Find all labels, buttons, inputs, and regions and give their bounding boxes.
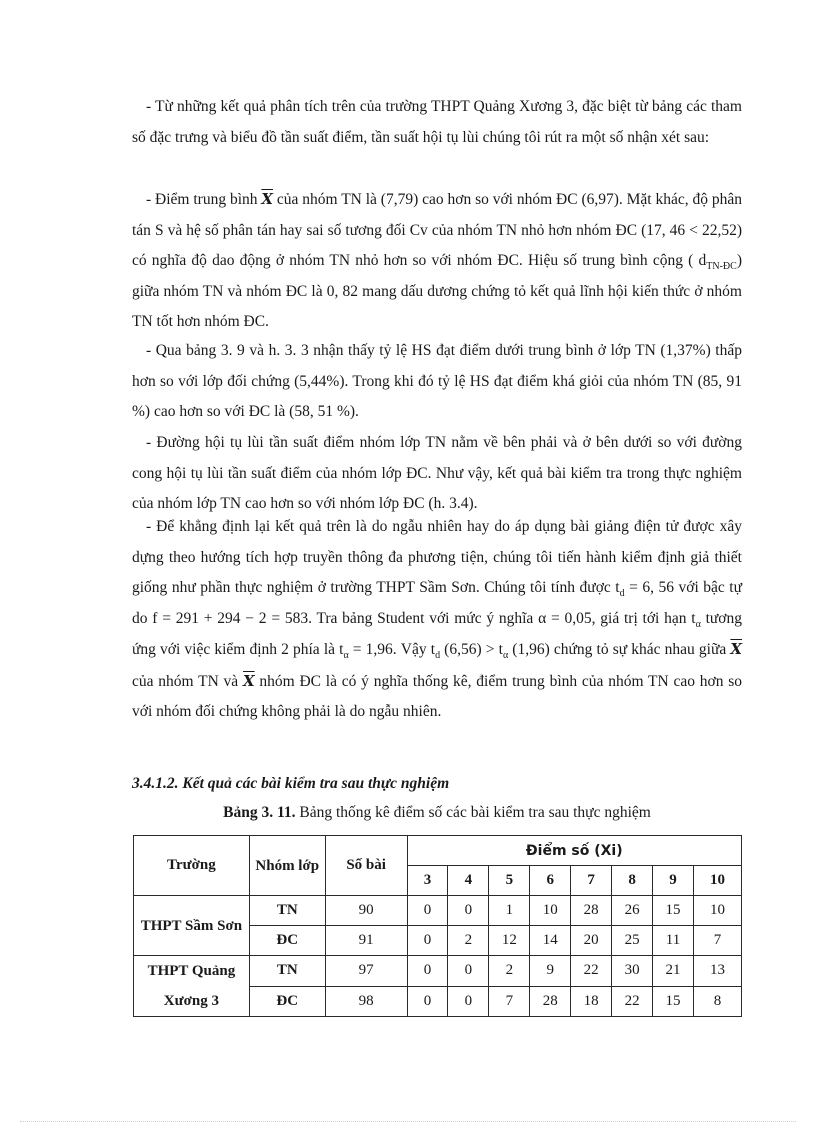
school-name: THPT Quảng Xương 3	[134, 956, 250, 1017]
score-col-header: 4	[448, 866, 489, 896]
score-cell: 21	[653, 956, 694, 987]
score-cell: 28	[571, 896, 612, 926]
score-cell: 2	[448, 926, 489, 956]
score-cell: 0	[407, 896, 448, 926]
table-row	[134, 896, 742, 926]
score-cell: 2	[489, 956, 530, 987]
page-bottom-divider	[20, 1121, 796, 1122]
score-cell: 18	[571, 986, 612, 1017]
school-name: THPT Sầm Sơn	[134, 896, 250, 956]
score-cell: 30	[612, 956, 653, 987]
score-cell: 9	[530, 956, 571, 987]
score-cell: 0	[448, 896, 489, 926]
count-cell: 98	[325, 986, 407, 1017]
score-cell: 0	[407, 956, 448, 987]
score-cell: 0	[448, 986, 489, 1017]
score-col-header: 6	[530, 866, 571, 896]
score-cell: 8	[693, 986, 741, 1017]
score-cell: 26	[612, 896, 653, 926]
paragraph-convergence: - Đường hội tụ lùi tần suất điểm nhóm lớp TN nằm về bên phải và ở bên dưới so với đường cong hội tụ lùi tần suất điểm của nhóm lớp ĐC. Như vậy, kết quả bài kiểm tra trong thực nghiệm của nhóm lớp TN cao hơn so với nhóm lớp ĐC (h. 3.4).	[132, 434, 742, 512]
x-bar-symbol: $\overline{X}$	[261, 190, 274, 208]
score-col-header: 7	[571, 866, 612, 896]
score-cell: 20	[571, 926, 612, 956]
score-cell: 22	[612, 986, 653, 1017]
score-cell: 28	[530, 986, 571, 1017]
score-cell: 14	[530, 926, 571, 956]
header-group: Nhóm lớp	[249, 836, 325, 896]
score-col-header: 9	[653, 866, 694, 896]
group-cell: TN	[249, 956, 325, 987]
score-cell: 13	[693, 956, 741, 987]
header-scores: Điểm số (Xi)	[407, 836, 741, 866]
score-cell: 0	[407, 926, 448, 956]
header-count: Số bài	[325, 836, 407, 896]
score-cell: 11	[653, 926, 694, 956]
score-cell: 7	[693, 926, 741, 956]
paragraph-hypothesis-test: - Để khẳng định lại kết quả trên là do ngẫu nhiên hay do áp dụng bài giảng điện tử được xây dựng theo hướng tích hợp truyền thông đa phương tiện, chúng tôi tiến hành kiểm định giả thiết giống như phần thực nghiệm ở trường THPT Sầm Sơn. Chúng tôi tính được $t_d = 6$, 56 với bậc tự do f = 291 + 294 − 2 = 583. Tra bảng Student với mức ý nghĩa α = 0,05, giá trị tới hạn $t_\alpha$ tương ứng với việc kiểm định 2 phía là $t_\alpha = 1,96$. Vậy $t_d$ $(6,56) > t_\alpha$ (1,96) chứng tỏ sự khác nhau giữa $\overline{X}$ của nhóm TN và $\overline{X}$ nhóm ĐC là có ý nghĩa thống kê, điểm trung bình của nhóm TN cao hơn so với nhóm đối chứng không phải là do ngẫu nhiên.	[132, 518, 743, 720]
score-cell: 22	[571, 956, 612, 987]
section-heading: 3.4.1.2. Kết quả các bài kiểm tra sau thực nghiệm	[132, 775, 450, 792]
paragraph-mean-comparison: - Điểm trung bình $\overline{X}$ của nhóm TN là (7,79) cao hơn so với nhóm ĐC (6,97). Mặt khác, độ phân tán S và hệ số phân tán hay sai số tương đối Cv của nhóm TN nhỏ hơn nhóm ĐC (17, 46 < 22,52) có nghĩa độ dao động ở nhóm TN nhỏ hơn so với nhóm ĐC. Hiệu số trung bình cộng ( $d_{TN-ĐC}$) giữa nhóm TN và nhóm ĐC là 0, 82 mang dấu dương chứng tỏ kết quả lĩnh hội kiến thức ở nhóm TN tốt hơn nhóm ĐC.	[132, 190, 743, 330]
table-header-row	[134, 836, 742, 866]
count-cell: 90	[325, 896, 407, 926]
score-cell: 7	[489, 986, 530, 1017]
count-cell: 91	[325, 926, 407, 956]
score-col-header: 8	[612, 866, 653, 896]
group-cell: ĐC	[249, 926, 325, 956]
score-cell: 0	[448, 956, 489, 987]
score-cell: 25	[612, 926, 653, 956]
score-cell: 10	[530, 896, 571, 926]
score-cell: 0	[407, 986, 448, 1017]
group-cell: TN	[249, 896, 325, 926]
x-bar-symbol: $\overline{X}$	[730, 640, 743, 658]
score-cell: 12	[489, 926, 530, 956]
caption-label: Bảng 3. 11.	[223, 804, 296, 821]
score-cell: 15	[653, 896, 694, 926]
header-school: Trường	[134, 836, 250, 896]
score-table	[133, 835, 742, 1017]
paragraph-intro: - Từ những kết quả phân tích trên của trường THPT Quảng Xương 3, đặc biệt từ bảng các tham số đặc trưng và biểu đồ tần suất điểm, tần suất hội tụ lùi chúng tôi rút ra một số nhận xét sau:	[132, 98, 742, 146]
score-cell: 10	[693, 896, 741, 926]
score-col-header: 5	[489, 866, 530, 896]
table-row	[134, 956, 742, 987]
x-bar-symbol: $\overline{X}$	[242, 671, 255, 690]
score-cell: 1	[489, 896, 530, 926]
table-caption: Bảng 3. 11. Bảng thống kê điểm số các bài kiểm tra sau thực nghiệm	[223, 804, 651, 821]
count-cell: 97	[325, 956, 407, 987]
score-col-header: 3	[407, 866, 448, 896]
score-col-header: 10	[693, 866, 741, 896]
group-cell: ĐC	[249, 986, 325, 1017]
score-cell: 15	[653, 986, 694, 1017]
paragraph-percentages: - Qua bảng 3. 9 và h. 3. 3 nhận thấy tỷ lệ HS đạt điểm dưới trung bình ở lớp TN (1,37%) thấp hơn so với lớp đối chứng (5,44%). Trong khi đó tỷ lệ HS đạt điểm khá giỏi của nhóm TN (85, 91 %) cao hơn so với ĐC là (58, 51 %).	[132, 342, 742, 420]
